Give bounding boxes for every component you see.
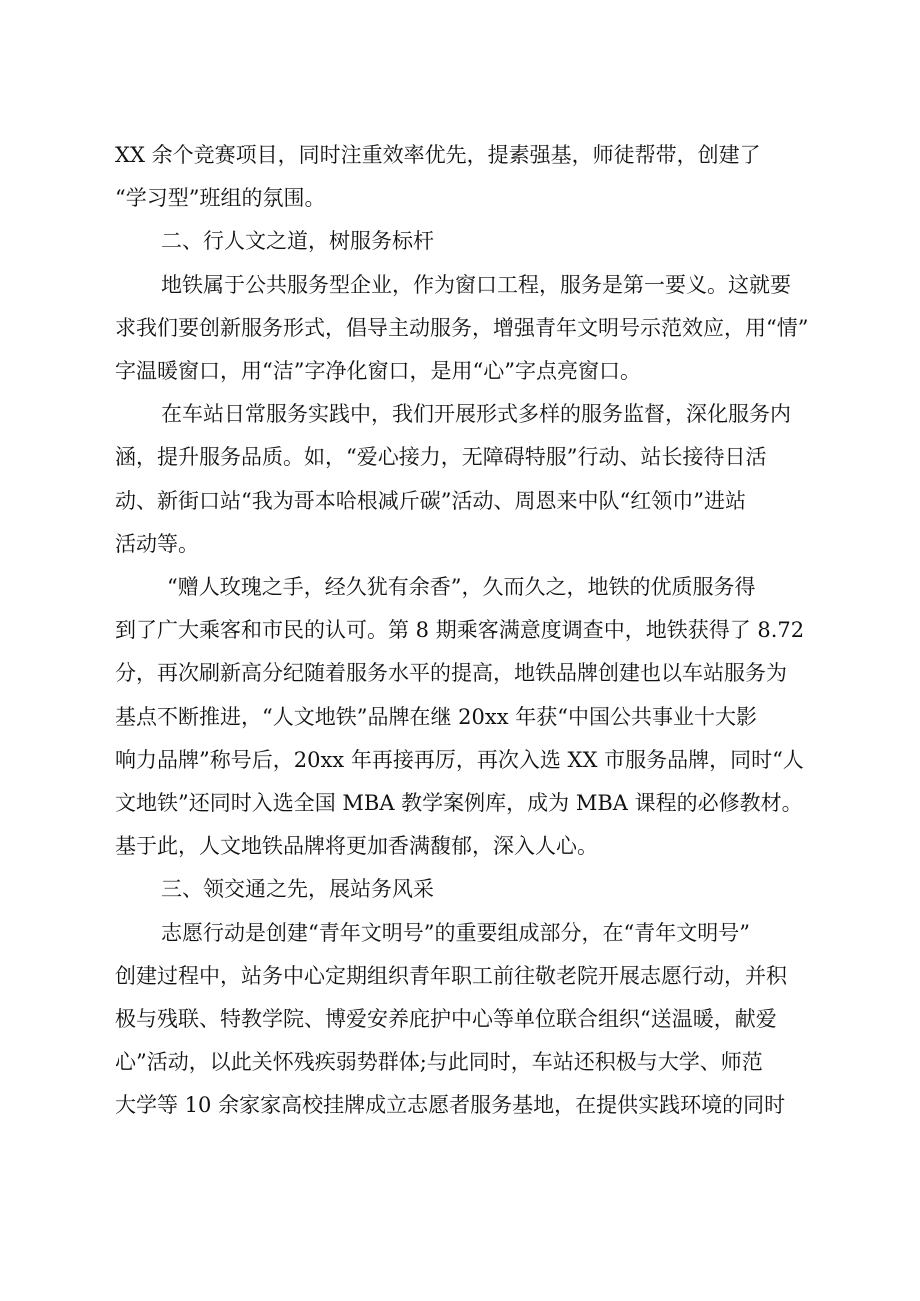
- text-line: 活动等。: [115, 531, 199, 556]
- text-line: 创建过程中，站务中心定期组织青年职工前往敬老院开展志愿行动，并积: [115, 963, 787, 988]
- text-line: 分，再次刷新高分纪随着服务水平的提高，地铁品牌创建也以车站服务为: [115, 661, 787, 686]
- text-line: 极与残联、特教学院、博爱安养庇护中心等单位联合组织“送温暖，献爱: [115, 1007, 777, 1032]
- text-line: 到了广大乘客和市民的认可。第 8 期乘客满意度调查中，地铁获得了 8.72: [115, 618, 805, 643]
- text-line: “赠人玫瑰之手，经久犹有余香”，久而久之，地铁的优质服务得: [167, 575, 756, 600]
- text-line: 求我们要创新服务形式，倡导主动服务，增强青年文明号示范效应，用“情”: [115, 315, 809, 340]
- section-heading: 三、领交通之先，展站务风采: [161, 877, 434, 902]
- text-line: 大学等 10 余家家高校挂牌成立志愿者服务基地，在提供实践环境的同时: [115, 1093, 786, 1118]
- document-body: [115, 134, 809, 1128]
- section-heading: 二、行人文之道，树服务标杆: [161, 229, 434, 254]
- text-line: 在车站日常服务实践中，我们开展形式多样的服务监督，深化服务内: [161, 402, 791, 427]
- text-line: XX 余个竞赛项目，同时注重效率优先，提素强基，师徒帮带，创建了: [115, 143, 761, 167]
- text-line: 涵，提升服务品质。如，“爱心接力，无障碍特服”行动、站长接待日活: [115, 445, 767, 470]
- text-line: 志愿行动是创建“青年文明号”的重要组成部分，在“青年文明号”: [161, 920, 750, 945]
- text-line: 基于此，人文地铁品牌将更加香满馥郁，深入人心。: [115, 834, 598, 859]
- text-line: “学习型”班组的氛围。: [115, 186, 326, 211]
- text-line: 地铁属于公共服务型企业，作为窗口工程，服务是第一要义。这就要: [161, 272, 791, 297]
- text-line: 基点不断推进，“人文地铁”品牌在继 20xx 年获“中国公共事业十大影: [115, 704, 757, 729]
- text-line: 心”活动，以此关怀残疾弱势群体;与此同时，车站还积极与大学、师范: [115, 1050, 763, 1075]
- text-line: 响力品牌”称号后，20xx 年再接再厉，再次入选 XX 市服务品牌，同时“人: [115, 747, 804, 772]
- text-line: 动、新街口站“我为哥本哈根减斤碳”活动、周恩来中队“红领巾”进站: [115, 488, 746, 513]
- text-line: 文地铁”还同时入选全国 MBA 教学案例库，成为 MBA 课程的必修教材。: [115, 791, 803, 816]
- text-line: 字温暖窗口，用“洁”字净化窗口，是用“心”字点亮窗口。: [115, 359, 641, 384]
